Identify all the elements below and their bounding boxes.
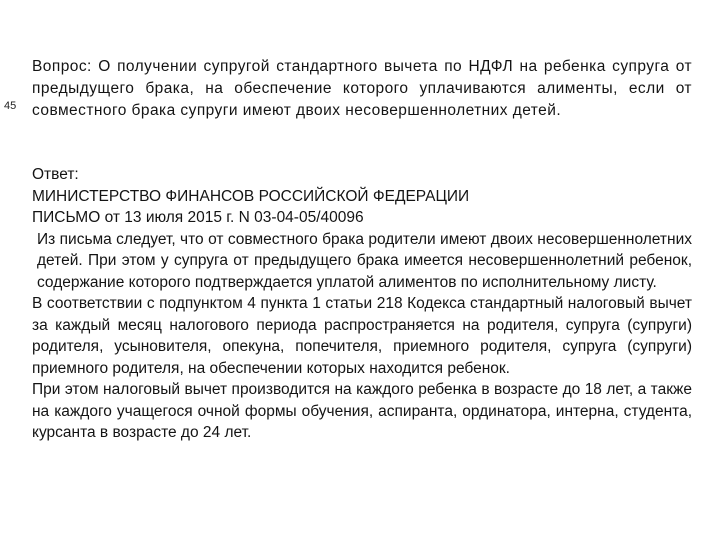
answer-paragraph: В соответствии с подпунктом 4 пункта 1 статьи 218 Кодекса стандартный налоговый вычет за каждый месяц налогового периода распространяется на родителя, супруга (супруги) родителя, усыновителя, опекуна, попечителя, приемного родителя, супруга (супруги) приемного родителя, на обеспечении которых находится ребенок. [32,295,692,377]
question-label: Вопрос: [32,58,92,75]
letter-reference: ПИСЬМО от 13 июля 2015 г. N 03-04-05/40096 [32,209,364,226]
ministry-name: МИНИСТЕРСТВО ФИНАНСОВ РОССИЙСКОЙ ФЕДЕРАЦИИ [32,187,470,205]
answer-paragraph: При этом налоговый вычет производится на каждого ребенка в возрасте до 18 лет, а также на каждого учащегося очной формы обучения, аспиранта, ординатора, интерна, студента, курсанта в возрасте до 24 лет. [32,381,692,441]
question-text: О получении супругой стандартного вычета по НДФЛ на ребенка супруга от предыдущего брака, на обеспечение которого уплачиваются алименты, если от совместного брака супруги имеют двоих несовершеннолетних детей. [32,58,692,119]
answer-block [32,164,692,444]
answer-label: Ответ: [32,166,79,183]
question-block [32,56,692,122]
answer-paragraph: Из письма следует, что от совместного брака родители имеют двоих несовершеннолетних детей. При этом у супруга от предыдущего брака имеется несовершеннолетний ребенок, содержание которого подтверждается уплатой алиментов по исполнительному листу. [37,230,692,291]
slide-number: 45 [4,100,17,112]
